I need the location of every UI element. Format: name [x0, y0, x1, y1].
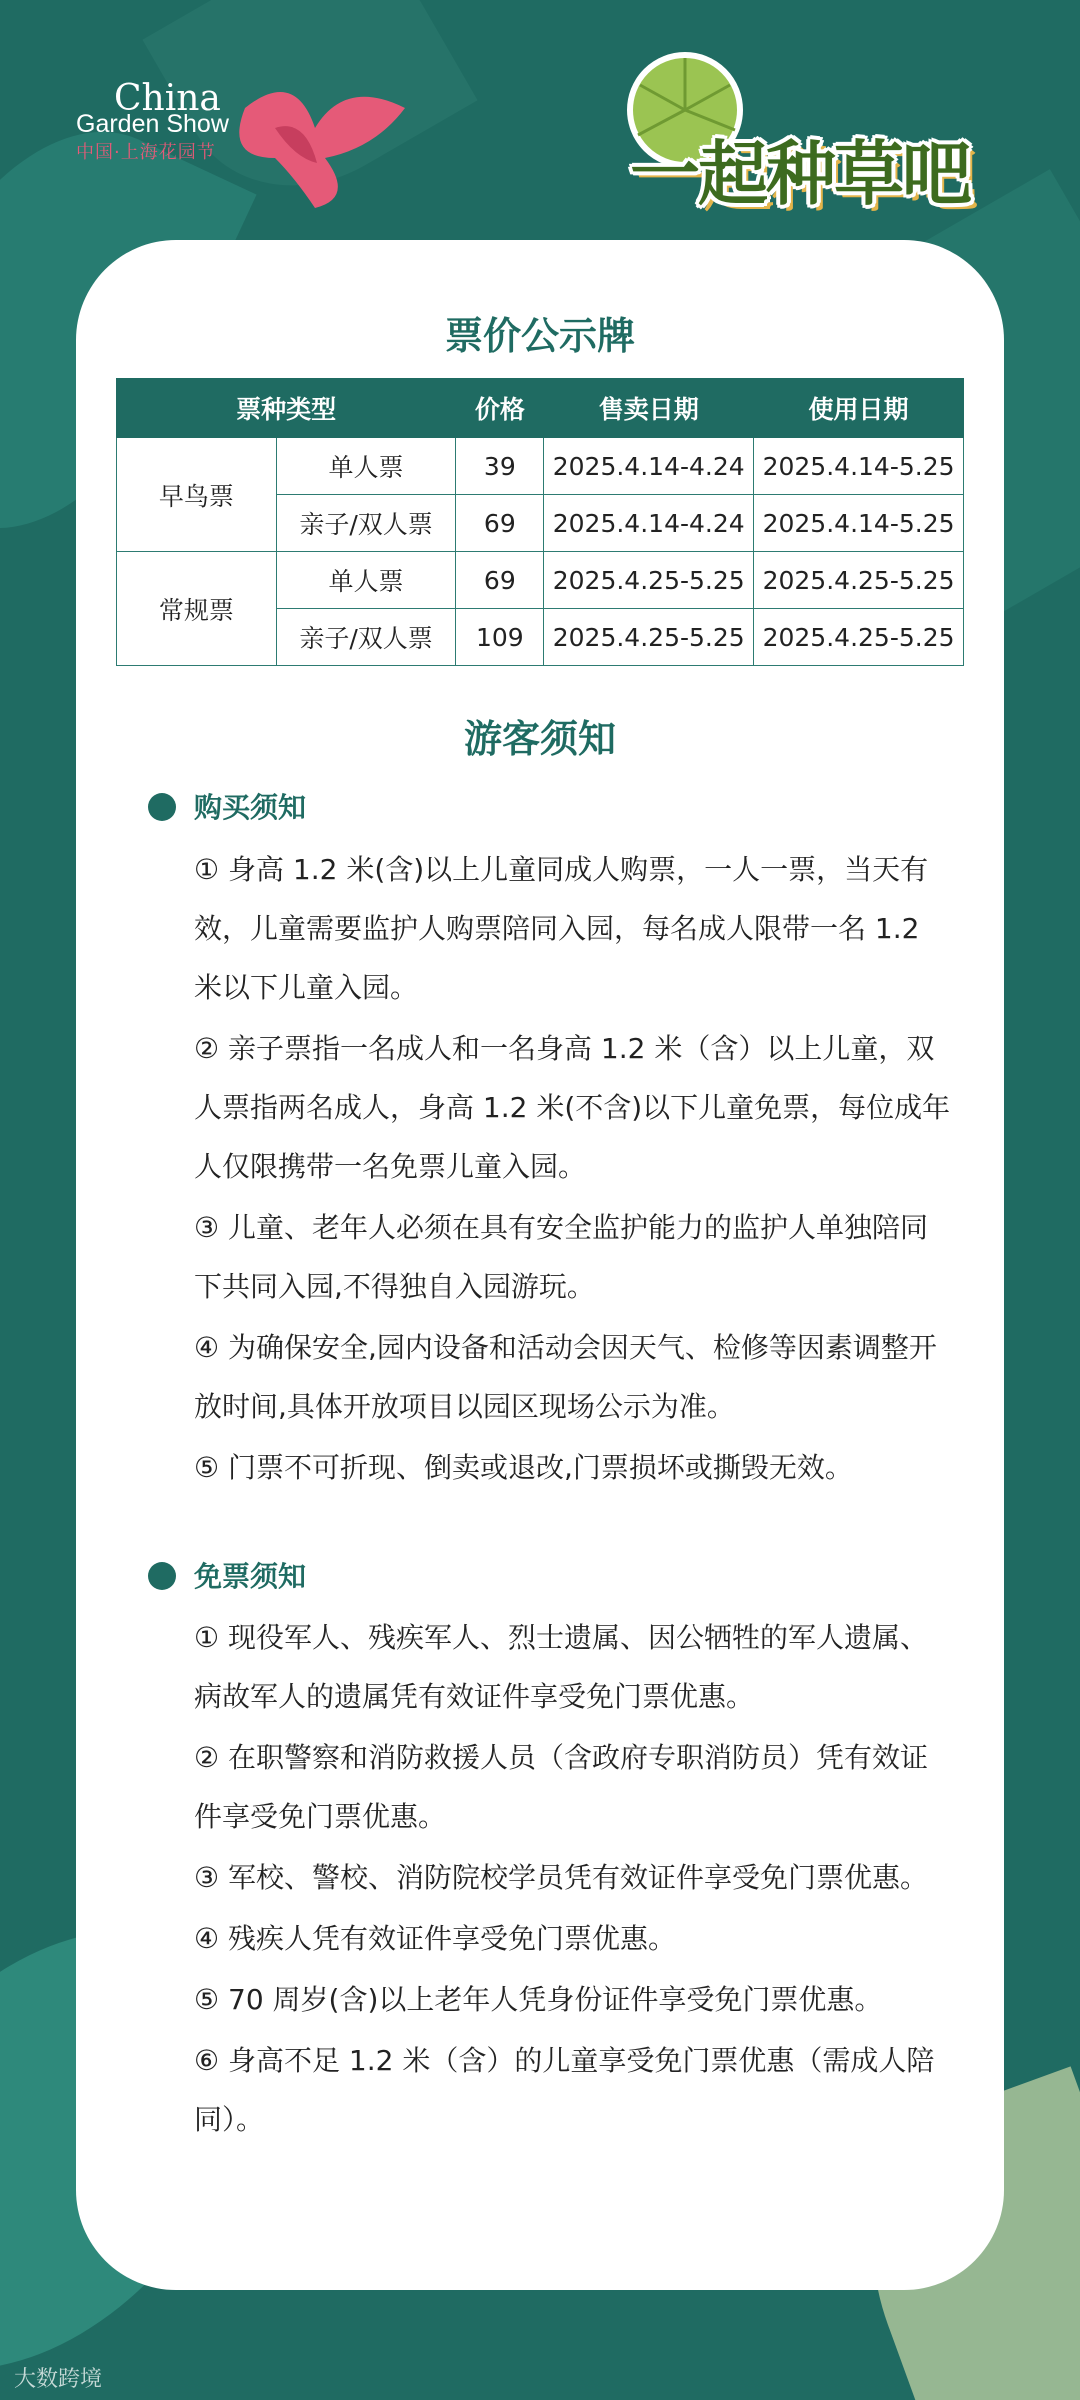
- list-item: ④ 为确保安全,园内设备和活动会因天气、检修等因素调整开放时间,具体开放项目以园区现场公示为准。: [194, 1331, 937, 1423]
- price-table: [116, 378, 964, 666]
- category-cell: 常规票: [117, 552, 277, 666]
- table-row: [117, 552, 964, 609]
- purchase-notice-list: [194, 840, 954, 1499]
- price-cell: 69: [456, 552, 544, 609]
- use-date-cell: 2025.4.14-5.25: [754, 438, 964, 495]
- list-item: ⑥ 身高不足 1.2 米（含）的儿童享受免门票优惠（需成人陪同）。: [194, 2044, 935, 2136]
- list-item: ② 在职警察和消防救援人员（含政府专职消防员）凭有效证件享受免门票优惠。: [194, 1741, 929, 1833]
- header-use-date: 使用日期: [754, 379, 964, 438]
- flower-logo-icon: [205, 68, 425, 218]
- use-date-cell: 2025.4.14-5.25: [754, 495, 964, 552]
- sale-date-cell: 2025.4.14-4.24: [544, 495, 754, 552]
- bullet-dot-icon: [148, 1562, 176, 1590]
- use-date-cell: 2025.4.25-5.25: [754, 609, 964, 666]
- table-row: [117, 438, 964, 495]
- sale-date-cell: 2025.4.25-5.25: [544, 552, 754, 609]
- slogan-graphic: [610, 40, 1030, 220]
- free-notice-title: 免票须知: [194, 1560, 307, 1593]
- header-price: 价格: [456, 379, 544, 438]
- sale-date-cell: 2025.4.25-5.25: [544, 609, 754, 666]
- watermark-text: 大数跨境: [14, 2367, 103, 2392]
- price-cell: 69: [456, 495, 544, 552]
- type-cell: 单人票: [276, 552, 456, 609]
- price-cell: 39: [456, 438, 544, 495]
- price-cell: 109: [456, 609, 544, 666]
- type-cell: 单人票: [276, 438, 456, 495]
- logo-garden-show-text: Garden Show: [76, 110, 229, 138]
- type-cell: 亲子/双人票: [276, 609, 456, 666]
- list-item: ① 现役军人、残疾军人、烈士遗属、因公牺牲的军人遗属、病故军人的遗属凭有效证件享受免门票优惠。: [194, 1621, 929, 1713]
- type-cell: 亲子/双人票: [276, 495, 456, 552]
- content-card: [76, 240, 1004, 2290]
- logo-chinese-text: 中国·上海花园节: [76, 142, 216, 163]
- list-item: ⑤ 70 周岁(含)以上老年人凭身份证件享受免门票优惠。: [194, 1983, 883, 2016]
- bullet-dot-icon: [148, 793, 176, 821]
- china-garden-show-logo: [70, 70, 420, 220]
- list-item: ③ 军校、警校、消防院校学员凭有效证件享受免门票优惠。: [194, 1861, 929, 1894]
- sale-date-cell: 2025.4.14-4.24: [544, 438, 754, 495]
- visitor-notice-title: 游客须知: [463, 717, 616, 761]
- price-table-header: [117, 379, 964, 438]
- header-sale-date: 售卖日期: [544, 379, 754, 438]
- list-item: ① 身高 1.2 米(含)以上儿童同成人购票，一人一票，当天有效，儿童需要监护人购票陪同入园，每名成人限带一名 1.2 米以下儿童入园。: [194, 853, 929, 1004]
- free-notice-list: [194, 1608, 954, 2151]
- purchase-notice-title: 购买须知: [194, 791, 307, 824]
- list-item: ⑤ 门票不可折现、倒卖或退改,门票损坏或撕毁无效。: [194, 1451, 853, 1484]
- list-item: ④ 残疾人凭有效证件享受免门票优惠。: [194, 1922, 677, 1955]
- list-item: ③ 儿童、老年人必须在具有安全监护能力的监护人单独陪同下共同入园,不得独自入园游玩。: [194, 1211, 929, 1303]
- category-cell: 早鸟票: [117, 438, 277, 552]
- use-date-cell: 2025.4.25-5.25: [754, 552, 964, 609]
- price-board-title: 票价公示牌: [444, 314, 635, 358]
- slogan-text: 一起种草吧: [630, 133, 970, 215]
- header-ticket-type: 票种类型: [117, 379, 456, 438]
- list-item: ② 亲子票指一名成人和一名身高 1.2 米（含）以上儿童，双人票指两名成人，身高 1.2 米(不含)以下儿童免票，每位成年人仅限携带一名免票儿童入园。: [194, 1032, 951, 1183]
- logo-china-text: China: [114, 78, 221, 119]
